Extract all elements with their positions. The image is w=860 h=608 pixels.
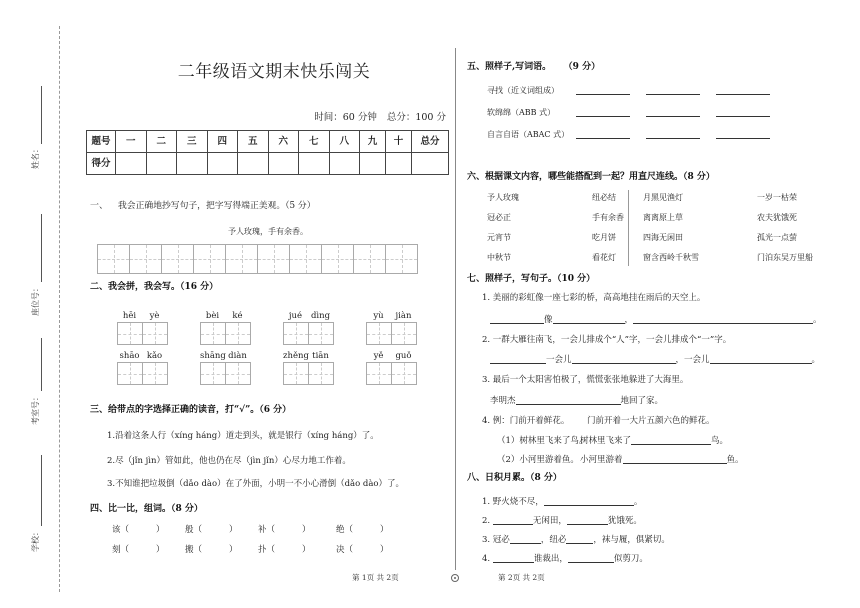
pinyin-row [117,311,169,322]
section6-title: 六、根据课文内容，哪些能搭配到一起？用直尺连线。（8 分） [467,172,715,182]
writing-grid-cell [366,322,392,345]
answer-fixed-text: 。 [633,497,643,507]
seat-label: 座位号： [31,284,40,316]
answer-fixed-text: 。 [811,355,821,365]
pronunciation-item-3: 3.不知谁把垃圾倒（dǎo dào）在了外面，小明一不小心滑倒（dǎo dào）了。 [107,479,405,489]
word-pattern-label-1: 寻找（近义词组成） [487,86,559,95]
pinyin-word-group [117,351,169,385]
section3-title: 三、给带点的字选择正确的读音，打“√”。（6 分） [90,405,292,415]
answer-line [646,138,700,139]
answer-fixed-text: 李明杰 [490,396,516,406]
match-item-col2: 看花灯 [592,253,616,262]
grid-guide-line [379,363,380,384]
answer-line [576,138,630,139]
match-item-col1: 中秋节 [487,253,511,262]
writing-grid-cell [193,244,226,274]
pinyin-box-row [117,322,169,345]
sentence-example-2: 2. 一群大雁往南飞，一会儿排成个“人”字，一会儿排成个“一”字。 [482,335,732,345]
pinyin-box-row [200,362,252,385]
footer-page-right: 第 2页 共 2页 [498,573,545,582]
sentence-example-4a: 4. 例：门前开着鲜花。 [482,416,570,426]
footer-page-left: 第 1页 共 2页 [352,573,399,582]
answer-line [576,116,630,117]
pronunciation-item-2: 2.尽（jǐn jìn）管如此，他也仍在尽（jìn jǐn）心尽力地工作着。 [107,456,351,466]
answer-fixed-text: 4. [482,554,493,564]
pinyin-syllable: bèi [205,311,220,321]
writing-grid-cell [142,322,168,345]
pinyin-word-group [283,311,335,345]
pinyin-syllable: yè [149,311,160,321]
answer-blank [493,553,534,563]
sentence-answer-3 [490,395,663,407]
answer-blank [490,314,544,324]
score-cell [238,153,269,175]
name-label: 姓名： [31,145,40,169]
answer-fixed-text: ，纽必 [540,535,567,545]
grid-guide-line [274,245,275,273]
binding-margin-line [59,26,60,592]
answer-blank [631,435,711,445]
room-write-line [41,338,42,391]
seat-write-line [41,214,42,282]
grid-guide-line [130,363,131,384]
grid-guide-line [213,363,214,384]
grid-guide-line [321,323,322,344]
pinyin-syllable: ké [232,311,243,321]
score-cell [329,153,360,175]
score-cell [146,153,177,175]
answer-blank [553,314,625,324]
answer-fixed-text: 犹饿死。 [607,516,642,526]
section1-title: 我会正确地抄写句子，把字写得端正美观。（5 分） [118,201,316,211]
grid-guide-line [114,245,115,273]
pinyin-row [366,351,418,362]
sentence-example-3: 3. 最后一个太阳害怕极了，慌慌张张地躲进了大海里。 [482,375,689,385]
match-item-col2: 手有余香 [592,213,624,222]
answer-blank [490,354,546,364]
answer-blank [516,395,621,405]
match-item-col1: 元宵节 [487,233,511,242]
pinyin-word-group [117,311,169,345]
grid-guide-line [404,363,405,384]
pinyin-box-row [117,362,169,385]
score-header-cell: 五 [238,131,269,153]
score-cell [412,153,449,175]
accumulate-item-4 [482,553,648,565]
pinyin-row [117,351,169,362]
answer-fixed-text: 1. 野火烧不尽， [482,497,544,507]
match-item-col2: 纽必结 [592,193,616,202]
match-item-col3: 窗含西岭千秋雪 [643,253,699,262]
writing-grid-cell [225,244,258,274]
score-header-cell: 三 [177,131,208,153]
word-compare-item: 刻（ ） [112,545,165,555]
copy-sentence: 予人玫瑰，手有余香。 [228,227,308,236]
grid-guide-line [238,323,239,344]
writing-grid-cell [161,244,194,274]
matching-divider [628,190,629,266]
section8-title: 八、日积月累。（8 分） [467,473,562,483]
score-cell [116,153,147,175]
pinyin-syllable: tiān [312,351,329,361]
score-header-cell: 八 [329,131,360,153]
pinyin-syllable: shāng [200,351,226,361]
writing-grid-cell [142,362,168,385]
word-compare-item: 绝（ ） [336,525,389,535]
answer-fixed-text: ，袜与履，俱紧切。 [593,535,670,545]
answer-blank [493,515,533,525]
answer-fixed-text: 树林里飞来了 [580,436,632,446]
answer-fixed-text: 似剪刀。 [613,554,648,564]
word-compare-item: 扑（ ） [258,545,311,555]
match-item-col1: 冠必正 [487,213,511,222]
score-header-cell: 四 [207,131,238,153]
expand-question-1: （1）树林里飞来了鸟。 [497,436,588,446]
expand-question-2: （2）小河里游着鱼。 [497,455,579,465]
grid-guide-line [155,363,156,384]
match-item-col1: 予人玫瑰 [487,193,519,202]
school-label: 学校： [31,528,40,552]
grid-guide-line [296,323,297,344]
copy-writing-grid [97,244,418,274]
answer-blank [710,354,812,364]
match-item-col4: 一岁一枯荣 [757,193,797,202]
answer-line [716,94,770,95]
pinyin-word-group [283,351,335,385]
answer-fixed-text: 鸟。 [711,436,729,446]
grid-guide-line [321,363,322,384]
answer-fixed-text: 一会儿 [546,355,572,365]
writing-grid-cell [283,322,309,345]
score-header-cell: 七 [299,131,330,153]
answer-fixed-text: 谁裁出， [533,554,568,564]
sentence-answer-1 [490,314,822,326]
writing-grid-cell [308,322,334,345]
writing-grid-cell [283,362,309,385]
answer-fixed-text: 3. 冠必 [482,535,510,545]
score-cell [177,153,208,175]
writing-grid-cell [366,362,392,385]
score-value-row [87,153,449,175]
pinyin-syllable: diàn [228,351,247,361]
word-compare-item: 般（ ） [185,525,238,535]
pinyin-word-group [200,351,252,385]
grid-guide-line [306,245,307,273]
writing-grid-cell [97,244,130,274]
score-header-cell: 二 [146,131,177,153]
pinyin-syllable: dìng [310,311,331,321]
sentence-answer-2 [490,354,820,366]
score-cell [360,153,386,175]
grid-guide-line [338,245,339,273]
accumulate-item-1 [482,496,642,508]
answer-fixed-text: 小河里游着 [580,455,623,465]
match-item-col2: 吃月饼 [592,233,616,242]
pinyin-word-group [366,351,418,385]
answer-line [646,116,700,117]
binding-circle-icon [451,574,459,582]
pinyin-box-row [366,362,418,385]
score-cell [299,153,330,175]
pinyin-box-row [366,322,418,345]
pinyin-syllable: jué [288,311,303,321]
pinyin-row [366,311,418,322]
exam-time: 时间：60 分钟 [314,112,377,123]
answer-fixed-text: 无闲田， [532,516,567,526]
accumulate-item-3 [482,534,670,546]
word-compare-item: 决（ ） [336,545,389,555]
pinyin-syllable: shāo [119,351,140,361]
answer-blank [623,454,727,464]
section4-title: 四、比一比，组词。（8 分） [90,504,203,514]
match-item-col4: 门泊东吴万里船 [757,253,813,262]
score-row-label: 得分 [87,153,116,175]
pinyin-row [200,351,252,362]
answer-line [716,138,770,139]
writing-grid-cell [289,244,322,274]
pinyin-syllable: hēi [122,311,137,321]
section1-number: 一、 [90,201,109,211]
answer-blank [510,534,541,544]
writing-grid-cell [391,322,417,345]
writing-grid-cell [257,244,290,274]
writing-grid-cell [353,244,386,274]
pinyin-box-row [200,322,252,345]
page-title: 二年级语文期末快乐闯关 [177,62,371,82]
word-compare-item: 搬（ ） [185,545,238,555]
score-header-cell: 九 [360,131,386,153]
answer-blank [572,354,676,364]
grid-guide-line [370,245,371,273]
page-divider [455,48,456,570]
match-item-col3: 月黑见渔灯 [643,193,683,202]
answer-fixed-text: 地回了家。 [620,396,664,406]
grid-guide-line [146,245,147,273]
pinyin-syllable: jiàn [395,311,412,321]
pinyin-syllable: yù [373,311,384,321]
writing-grid-cell [385,244,418,274]
word-pattern-label-2: 软绵绵（ABB 式） [487,108,556,117]
school-write-line [41,455,42,526]
score-cell [268,153,299,175]
match-item-col4: 孤光一点萤 [757,233,797,242]
pronunciation-item-1: 1.沿着这条人行（xíng háng）道走到头，就是银行（xíng háng）了。 [107,431,379,441]
answer-fixed-text: ， [624,315,634,325]
writing-grid-cell [200,322,226,345]
grid-guide-line [296,363,297,384]
score-header-total: 总分 [412,131,449,153]
grid-guide-line [213,323,214,344]
writing-grid-cell [129,244,162,274]
match-item-col4: 农夫犹饿死 [757,213,797,222]
expand-answer-2 [580,454,744,466]
pinyin-syllable: guǒ [395,351,412,361]
score-header-cell: 十 [386,131,412,153]
exam-meta [290,112,446,124]
score-header-label: 题号 [87,131,116,153]
writing-grid-cell [321,244,354,274]
sentence-example-1: 1. 美丽的彩虹像一座七彩的桥，高高地挂在雨后的天空上。 [482,293,706,303]
pinyin-box-row [283,362,335,385]
answer-fixed-text: 像 [544,315,553,325]
pinyin-syllable: yě [373,351,384,361]
binding-circle-dot [454,577,456,579]
word-pattern-label-3: 自言自语（ABAC 式） [487,130,570,139]
sentence-example-4b: 门前开着一大片五颜六色的鲜花。 [587,416,715,426]
score-cell [207,153,238,175]
section2-title: 二、我会拼，我会写。（16 分） [90,282,219,292]
pinyin-syllable: zhěng [283,351,309,361]
answer-blank [544,496,634,506]
accumulate-item-2 [482,515,642,527]
word-compare-item: 该（ ） [112,525,165,535]
answer-line [716,116,770,117]
answer-fixed-text: 。 [813,315,822,325]
score-cell [386,153,412,175]
section5-title: 五、照样子,写词语。 （9 分） [467,62,601,72]
grid-guide-line [402,245,403,273]
grid-guide-line [242,245,243,273]
match-item-col3: 四海无闲田 [643,233,683,242]
pinyin-row [283,351,335,362]
grid-guide-line [178,245,179,273]
answer-blank [566,534,593,544]
grid-guide-line [238,363,239,384]
writing-grid-cell [308,362,334,385]
room-label: 考室号： [31,393,40,425]
answer-line [576,94,630,95]
grid-guide-line [379,323,380,344]
exam-total-score: 总分：100 分 [386,112,446,123]
section7-title: 七、照样子，写句子。（10 分） [467,274,596,284]
score-header-cell: 六 [268,131,299,153]
writing-grid-cell [391,362,417,385]
writing-grid-cell [117,322,143,345]
answer-fixed-text: 鱼。 [726,455,744,465]
score-header-row [87,131,449,153]
pinyin-box-row [283,322,335,345]
pinyin-syllable: kǎo [146,351,163,361]
grid-guide-line [404,323,405,344]
score-table [86,130,449,175]
pinyin-row [283,311,335,322]
answer-line [646,94,700,95]
match-item-col3: 离离原上草 [643,213,683,222]
writing-grid-cell [200,362,226,385]
answer-blank [568,553,614,563]
writing-grid-cell [117,362,143,385]
pinyin-word-group [200,311,252,345]
grid-guide-line [130,323,131,344]
answer-blank [633,314,813,324]
writing-grid-cell [225,362,251,385]
grid-guide-line [210,245,211,273]
answer-fixed-text: 2. [482,516,493,526]
answer-fixed-text: ，一会儿 [675,355,710,365]
answer-blank [567,515,608,525]
grid-guide-line [155,323,156,344]
pinyin-row [200,311,252,322]
word-compare-item: 补（ ） [258,525,311,535]
pinyin-word-group [366,311,418,345]
score-header-cell: 一 [116,131,147,153]
writing-grid-cell [225,322,251,345]
expand-answer-1 [580,435,728,447]
